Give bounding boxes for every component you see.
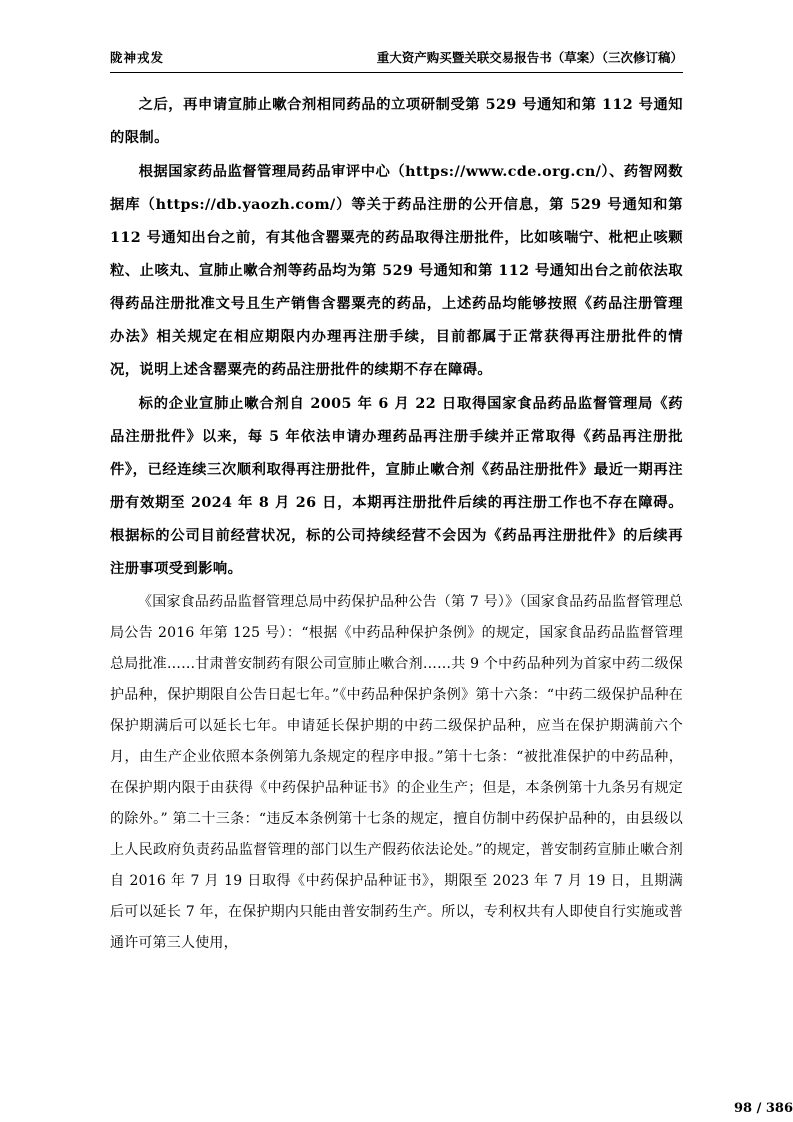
page-header [110,48,683,70]
paragraph: 之后，再申请宣肺止嗽合剂相同药品的立项研制受第 529 号通知和第 112 号通知的限制。 [110,97,683,146]
document-body [110,89,683,959]
header-document-title: 重大资产购买暨关联交易报告书（草案）（三次修订稿） [376,50,683,65]
paragraph: 根据国家药品监督管理局药品审评中心（https://www.cde.org.cn/）、药智网数据库（https://db.yaozh.com/）等关于药品注册的公开信息，第 529 号通知和第 112 号通知出台之前，有其他含罂粟壳的药品取得注册批件，比如咳喘宁、枇杷止咳颗粒、止咳丸、宣肺止嗽合剂等药品均为第 529 号通知和第 112 号通知出台之前依法取得药品注册批准文号且生产销售含罂粟壳的药品，上述药品均能够按照《药品注册管理办法》相关规定在相应期限内办理再注册手续，目前都属于正常获得再注册批件的情况，说明上述含罂粟壳的药品注册批件的续期不存在障碍。 [110,164,683,378]
header-company-name: 陇神戎发 [110,50,165,65]
paragraph: 《国家食品药品监督管理总局中药保护品种公告（第 7 号）》（国家食品药品监督管理总局公告 2016 年第 125 号）：“根据《中药品种保护条例》的规定，国家食品药品监督管理总局批准……甘肃普安制药有限公司宣肺止嗽合剂……共 9 个中药品种列为首家中药二级保护品种，保护期限自公告日起七年。”《中药品种保护条例》第十六条：“中药二级保护品种在保护期满后可以延长七年。申请延长保护期的中药二级保护品种，应当在保护期满前六个月，由生产企业依照本条例第九条规定的程序申报。”第十七条：“被批准保护的中药品种，在保护期内限于由获得《中药保护品种证书》的企业生产；但是，本条例第十九条另有规定的除外。” 第二十三条：“违反本条例第十七条的规定，擅自仿制中药保护品种的，由县级以上人民政府负责药品监督管理的部门以生产假药依法论处。”的规定，普安制药宣肺止嗽合剂自 2016 年 7 月 19 日取得《中药保护品种证书》，期限至 2023 年 7 月 19 日，且期满后可以延长 7 年，在保护期内只能由普安制药生产。所以，专利权共有人即使自行实施或普通许可第三人使用， [110,594,683,951]
paragraph: 标的企业宣肺止嗽合剂自 2005 年 6 月 22 日取得国家食品药品监督管理局《药品注册批件》以来，每 5 年依法申请办理药品再注册手续并正常取得《药品再注册批件》，已经连续三次顺利取得再注册批件，宣肺止嗽合剂《药品注册批件》最近一期再注册有效期至 2024 年 8 月 26 日，本期再注册批件后续的再注册工作也不存在障碍。根据标的公司目前经营状况，标的公司持续经营不会因为《药品再注册批件》的后续再注册事项受到影响。 [110,396,683,577]
header-divider [110,72,683,73]
page-number: 98 / 386 [733,1101,793,1116]
page-content [110,48,683,1078]
